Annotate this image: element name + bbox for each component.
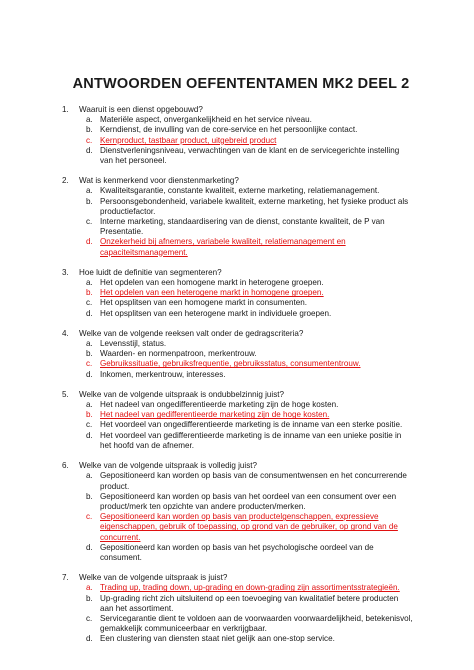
question-number: 4.: [62, 328, 69, 338]
correct-answer-option: [86, 288, 414, 298]
option-text: Servicegarantie dient te voldoen aan de voorwaarden voorwaardelijkheid, betekenisvol, gemakkelijk communiceerbaar en verkrijgbaar.: [100, 613, 413, 634]
option-letter: c.: [86, 298, 93, 308]
question-text: Welke van de volgende reeksen valt onder de gedragscriteria?: [79, 328, 304, 338]
answer-option: [86, 594, 414, 614]
option-letter: a.: [86, 278, 93, 288]
question-item: [62, 176, 414, 258]
option-text: Inkomen, merkentrouw, interesses.: [100, 369, 226, 379]
option-text: Een clustering van diensten staat niet gelijk aan one-stop service.: [100, 634, 335, 644]
option-letter: c.: [86, 420, 93, 430]
answer-options: [62, 115, 414, 166]
option-letter: c.: [86, 135, 93, 145]
question-text: Welke van de volgende uitspraak is juist?: [79, 573, 228, 583]
option-letter: a.: [86, 471, 93, 481]
document-title: ANTWOORDEN OEFENTENTAMEN MK2 DEEL 2: [72, 76, 410, 92]
question-text: Welke van de volgende uitspraak is ondubbelzinnig juist?: [79, 389, 285, 399]
correct-answer-option: [86, 359, 414, 369]
option-letter: a.: [86, 115, 93, 125]
answer-options: [62, 339, 414, 380]
option-text: Trading up, trading down, up-grading en down-grading zijn assortimentsstrategieën.: [100, 583, 400, 593]
option-letter: b.: [86, 593, 93, 603]
option-letter: c.: [86, 359, 93, 369]
answer-option: [86, 400, 414, 410]
option-letter: b.: [86, 288, 93, 298]
correct-answer-option: [86, 512, 414, 543]
answer-options: [62, 278, 414, 319]
answer-option: [86, 217, 414, 237]
option-text: Dienstverleningsniveau, verwachtingen van de klant en de servicegerichte instelling van het personeel.: [100, 145, 400, 166]
option-text: Interne marketing, standaardisering van de dienst, constante kwaliteit, de P van Presentatie.: [100, 217, 385, 237]
option-letter: a.: [86, 186, 93, 196]
answer-options: [62, 186, 414, 257]
question-text: Waaruit is een dienst opgebouwd?: [79, 105, 203, 114]
option-text: Gepositioneerd kan worden op basis van productelgenschappen, expressieve eigenschappen, gebruik of toepassing, op grond van de gebruiker, op grond van de concurrent.: [100, 512, 398, 542]
question-row: [62, 176, 414, 186]
question-item: [62, 573, 414, 644]
option-letter: a.: [86, 339, 93, 349]
option-text: Levensstijl, status.: [100, 339, 167, 349]
question-row: [62, 573, 414, 583]
option-letter: d.: [86, 237, 93, 247]
option-text: Gepositioneerd kan worden op basis van de consumentwensen en het concurrerende product.: [100, 471, 407, 491]
option-text: Kerndienst, de invulling van de core-service en het persoonlijke contact.: [100, 125, 358, 135]
option-text: Onzekerheid bij afnemers, variabele kwaliteit, relatiemanagement en capaciteitsmanagement.: [100, 237, 346, 257]
question-item: [62, 461, 414, 563]
correct-answer-option: [86, 583, 414, 593]
option-text: Persoonsgebondenheid, variabele kwaliteit, externe marketing, het fysieke product als productiefactor.: [100, 196, 409, 216]
answer-options: [62, 400, 414, 451]
option-letter: b.: [86, 410, 93, 420]
question-number: 5.: [62, 389, 69, 399]
answer-option: [86, 471, 414, 491]
answer-options: [62, 583, 414, 644]
option-letter: d.: [86, 308, 93, 318]
correct-answer-option: [86, 136, 414, 146]
answer-option: [86, 543, 414, 563]
answer-option: [86, 146, 414, 166]
option-text: Het nadeel van ongedifferentieerde marketing zijn de hoge kosten.: [100, 400, 339, 410]
option-text: Kernproduct, tastbaar product, uitgebreid product: [100, 135, 277, 145]
option-letter: d.: [86, 369, 93, 379]
option-letter: c.: [86, 613, 93, 623]
option-text: Gebruikssituatie, gebruiksfrequentie, gebruiksstatus, consumententrouw.: [100, 359, 361, 369]
option-text: Het opdelen van een heterogene markt in homogene groepen.: [100, 288, 324, 298]
option-letter: d.: [86, 145, 93, 155]
answer-option: [86, 197, 414, 217]
answer-option: [86, 370, 414, 380]
answer-option: [86, 634, 414, 644]
option-letter: c.: [86, 512, 93, 522]
option-text: Waarden- en normenpatroon, merkentrouw.: [100, 349, 257, 359]
answer-option: [86, 431, 414, 451]
option-letter: c.: [86, 217, 93, 227]
option-text: Gepositioneerd kan worden op basis van het psychologische oordeel van de consument.: [100, 542, 374, 562]
option-text: Materiële aspect, onvergankelijkheid en het service niveau.: [100, 115, 312, 125]
question-text: Wat is kenmerkend voor dienstenmarketing?: [79, 176, 239, 186]
question-item: [62, 329, 414, 380]
option-letter: b.: [86, 491, 93, 501]
option-text: Gepositioneerd kan worden op basis van het oordeel van een consument over een product/merk ten opzichte van andere producten/merken.: [100, 491, 397, 511]
option-text: Het opsplitsen van een heterogene markt in individuele groepen.: [100, 308, 332, 318]
option-letter: d.: [86, 542, 93, 552]
answer-option: [86, 278, 414, 288]
answer-option: [86, 614, 414, 634]
option-text: Het opsplitsen van een homogene markt in consumenten.: [100, 298, 307, 308]
question-row: [62, 268, 414, 278]
question-number: 6.: [62, 461, 69, 471]
answer-option: [86, 420, 414, 430]
question-row: [62, 390, 414, 400]
option-letter: d.: [86, 430, 93, 440]
option-letter: a.: [86, 400, 93, 410]
correct-answer-option: [86, 410, 414, 420]
answer-option: [86, 492, 414, 512]
answer-option: [86, 309, 414, 319]
option-text: Het voordeel van gedifferentieerde marketing is de inname van een unieke positie in het hoofd van de afnemer.: [100, 430, 402, 450]
answer-option: [86, 125, 414, 135]
option-text: Het nadeel van gedifferentieerde marketing zijn de hoge kosten.: [100, 410, 330, 420]
answer-options: [62, 471, 414, 563]
option-text: Up-grading richt zich uitsluitend op een toevoeging van kwalitatief betere producten aan het assortiment.: [100, 593, 399, 613]
answer-option: [86, 298, 414, 308]
question-row: [62, 461, 414, 471]
question-item: [62, 268, 414, 319]
answer-option: [86, 115, 414, 125]
question-text: Hoe luidt de definitie van segmenteren?: [79, 267, 222, 277]
question-row: [62, 329, 414, 339]
option-letter: b.: [86, 196, 93, 206]
correct-answer-option: [86, 237, 414, 257]
option-letter: b.: [86, 349, 93, 359]
option-text: Kwaliteitsgarantie, constante kwaliteit, externe marketing, relatiemanagement.: [100, 186, 380, 196]
option-text: Het voordeel van ongedifferentieerde marketing is de inname van een sterke positie.: [100, 420, 403, 430]
question-number: 2.: [62, 176, 69, 186]
option-letter: d.: [86, 634, 93, 644]
question-item: [62, 390, 414, 451]
question-item: [62, 105, 414, 166]
question-number: 7.: [62, 573, 69, 583]
answer-option: [86, 349, 414, 359]
question-text: Welke van de volgende uitspraak is volledig juist?: [79, 461, 258, 471]
question-number: 3.: [62, 267, 69, 277]
option-letter: b.: [86, 125, 93, 135]
answer-option: [86, 186, 414, 196]
question-row: [62, 105, 414, 115]
question-number: 1.: [62, 105, 69, 114]
option-letter: a.: [86, 583, 93, 593]
question-list: [62, 105, 414, 645]
option-text: Het opdelen van een homogene markt in heterogene groepen.: [100, 278, 324, 288]
answer-option: [86, 339, 414, 349]
